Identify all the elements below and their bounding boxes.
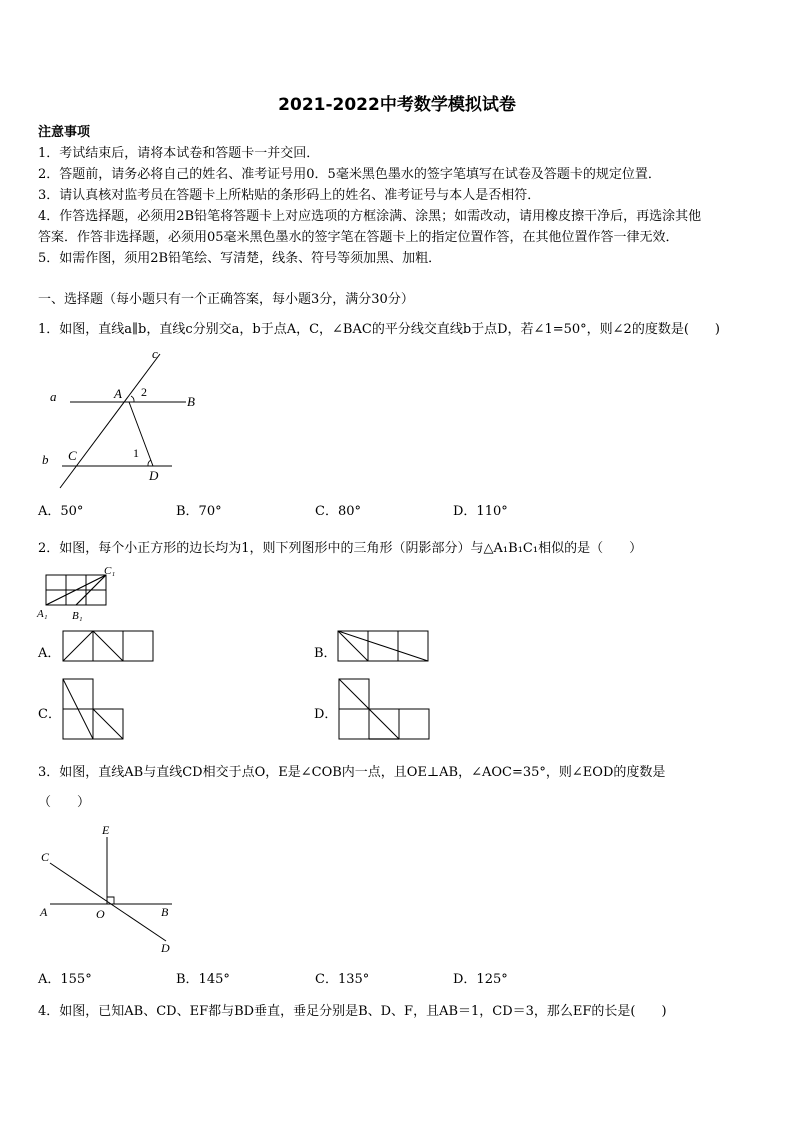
- label-E: E: [102, 823, 110, 837]
- option-a[interactable]: A．: [38, 646, 61, 661]
- label-C: C: [41, 850, 50, 864]
- notice-item: 2．答题前，请务必将自己的姓名、准考证号用0．5毫米黑色墨水的签字笔填写在试卷及答题卡的规定位置．: [38, 167, 661, 182]
- option-b[interactable]: B．145°: [176, 972, 230, 987]
- question-3-paren: （ ）: [38, 795, 91, 810]
- option-c[interactable]: C．80°: [315, 504, 361, 519]
- option-c[interactable]: C．135°: [315, 972, 370, 987]
- notice-item: 5．如需作图，须用2B铅笔绘、写清楚，线条、符号等须加黑、加粗．: [38, 251, 442, 266]
- label-A: A: [114, 386, 122, 401]
- notice-item: 4．作答选择题，必须用2B铅笔将答题卡上对应选项的方框涂满、涂黑；如需改动，请用橡皮擦干净后，再选涂其他: [38, 209, 702, 224]
- label-B: B: [161, 905, 169, 919]
- question-2-reference-figure: [34, 563, 114, 625]
- page-title: 2021-2022中考数学模拟试卷: [278, 95, 516, 115]
- question-1-text: 1．如图，直线a∥b，直线c分别交a，b于点A，C，∠BAC的平分线交直线b于点D，若∠1=50°，则∠2的度数是( ): [38, 322, 720, 337]
- label-b: b: [42, 452, 49, 467]
- option-a[interactable]: A．155°: [38, 972, 92, 987]
- option-b[interactable]: B．: [314, 646, 337, 661]
- label-D: D: [161, 941, 170, 955]
- label-B1: B₁: [72, 610, 83, 622]
- option-d-figure: [338, 678, 432, 740]
- option-b-figure: [337, 630, 431, 662]
- notice-item: 3．请认真核对监考员在答题卡上所粘贴的条形码上的姓名、准考证号与本人是否相符．: [38, 188, 541, 203]
- option-a[interactable]: A．50°: [38, 504, 84, 519]
- label-angle-1: 1: [133, 446, 139, 460]
- label-c: c: [152, 346, 158, 361]
- label-A1: A₁: [37, 608, 48, 620]
- option-c[interactable]: C．: [38, 707, 61, 722]
- question-4-text: 4．如图，已知AB、CD、EF都与BD垂直，垂足分别是B、D、F，且AB＝1，CD＝3，那么EF的长是( ): [38, 1004, 667, 1019]
- option-d[interactable]: D．125°: [453, 972, 508, 987]
- label-D: D: [149, 468, 159, 483]
- label-O: O: [96, 907, 105, 921]
- option-a-figure: [62, 630, 156, 662]
- section-heading: 一、选择题（每小题只有一个正确答案，每小题3分，满分30分）: [38, 292, 414, 307]
- label-A: A: [40, 905, 48, 919]
- notice-item: 答案．作答非选择题，必须用05毫米黑色墨水的签字笔在答题卡上的指定位置作答，在其他位置作答一律无效．: [38, 230, 679, 245]
- label-a: a: [50, 389, 57, 404]
- option-d[interactable]: D．110°: [453, 504, 508, 519]
- question-3-figure: [30, 815, 190, 965]
- notice-heading: 注意事项: [38, 125, 91, 140]
- label-C1: C₁: [104, 565, 116, 577]
- question-3-text: 3．如图，直线AB与直线CD相交于点O，E是∠COB内一点，且OE⊥AB，∠AOC=35°，则∠EOD的度数是: [38, 765, 666, 780]
- notice-item: 1．考试结束后，请将本试卷和答题卡一并交回．: [38, 146, 320, 161]
- option-c-figure: [62, 678, 126, 740]
- label-B: B: [187, 394, 195, 409]
- option-b[interactable]: B．70°: [176, 504, 222, 519]
- label-C: C: [68, 448, 77, 463]
- option-d[interactable]: D．: [314, 707, 338, 722]
- question-2-text: 2．如图，每个小正方形的边长均为1，则下列图形中的三角形（阴影部分）与△A₁B₁C₁相似的是（ ）: [38, 541, 643, 556]
- question-1-figure: [30, 340, 210, 490]
- label-angle-2: 2: [141, 385, 147, 399]
